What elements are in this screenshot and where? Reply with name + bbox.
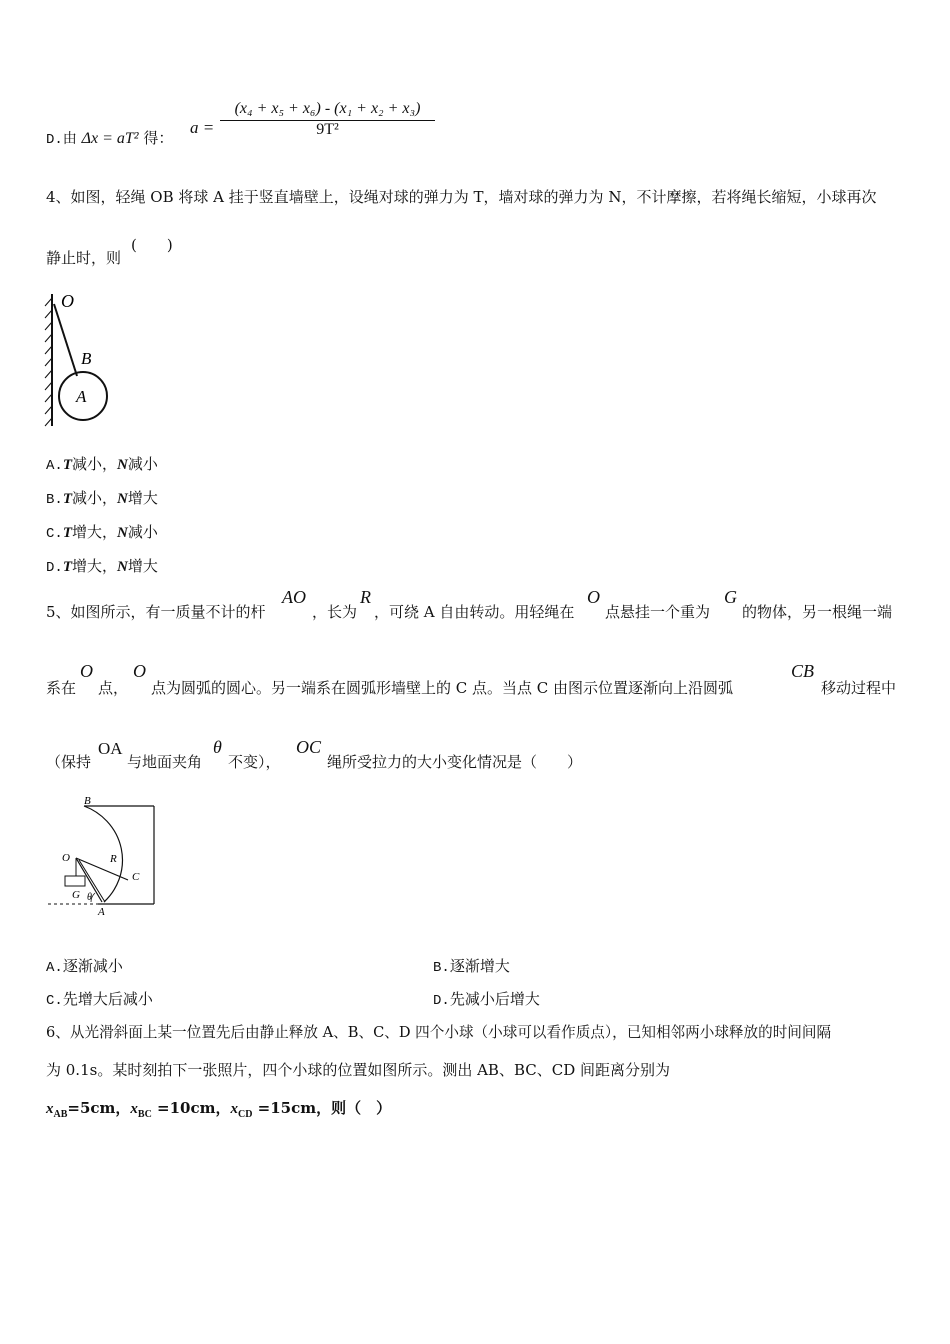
- q4-option-d-n: N: [117, 559, 128, 575]
- q4-option-d-t: T: [62, 559, 72, 575]
- q5-sym-oa: OA: [98, 739, 123, 758]
- q5-sym-g: G: [724, 587, 737, 607]
- q4-option-d-n-change: 增大: [127, 557, 158, 575]
- q5-option-a-letter: A.: [46, 960, 63, 976]
- q4-option-b-t: T: [62, 491, 72, 507]
- q5-line3-b: 与地面夹角: [127, 753, 203, 771]
- q5-weight-block: [65, 876, 85, 886]
- q4-figure: [44, 290, 116, 430]
- q5-line2-c: 点为圆弧的圆心。另一端系在圆弧形墙壁上的 C 点。当点 C 由图示位置逐渐向上沿圆弧: [151, 679, 734, 697]
- q5-label-b: B: [84, 795, 91, 807]
- q4-label-a: A: [76, 387, 87, 406]
- q4-option-c-letter: C.: [46, 526, 63, 542]
- q5-rod-ao-edge: [79, 860, 105, 902]
- q5-line1-d: 点悬挂一个重为: [605, 603, 711, 621]
- q5-line1-a: 5、如图所示，有一质量不计的杆: [46, 603, 266, 621]
- q6-sub-cd: CD: [238, 1109, 253, 1120]
- q6-value-cd: =15cm，则（ ）: [252, 1099, 392, 1117]
- q5-option-c: [46, 988, 153, 1009]
- q4-option-b-letter: B.: [46, 492, 63, 508]
- q4-paren: ( ): [131, 236, 173, 254]
- q5-option-b-text: 逐渐增大: [449, 957, 510, 975]
- q6-x-bc: x: [130, 1101, 138, 1117]
- q5-line2-a: 系在: [46, 679, 77, 697]
- q4-option-b-t-change: 减小，: [71, 489, 117, 507]
- q5-option-c-text: 先增大后减小: [62, 990, 153, 1008]
- q6-value-ab: =5cm，: [67, 1099, 131, 1117]
- q4-option-c: [46, 521, 158, 542]
- q3-denominator: 9T²: [316, 121, 339, 138]
- q5-label-r: R: [110, 853, 117, 865]
- q4-label-b: B: [81, 349, 92, 368]
- q5-sym-ao: AO: [282, 587, 306, 607]
- q3-numerator: (x₄ + x₅ + x₆) - (x₁ + x₂ + x₃): [220, 100, 435, 121]
- q4-stem-line2: 静止时，则: [46, 249, 122, 267]
- q5-line2-b: 点，: [98, 679, 129, 697]
- q6-x-cd: x: [230, 1101, 238, 1117]
- q4-stem-line1: 4、如图，轻绳 OB 将球 A 挂于竖直墙壁上，设绳对球的弹力为 T，墙对球的弹力为 N，不计摩擦，若将绳长缩短，小球再次: [46, 188, 877, 206]
- q5-rope-oc: [76, 858, 128, 880]
- q4-option-a-letter: A.: [46, 458, 63, 474]
- q5-sym-cb: CB: [791, 661, 815, 681]
- q5-label-g: G: [72, 889, 80, 901]
- q5-figure: [44, 790, 160, 920]
- q5-line2-d: 移动过程中: [821, 679, 897, 697]
- q3-formula-delta-x: Δx = aT²: [81, 130, 139, 147]
- q4-option-b: [46, 487, 158, 508]
- q5-option-b: [433, 955, 510, 976]
- q4-option-d: [46, 555, 158, 576]
- q3-option-d-prefix: D.由: [46, 132, 77, 148]
- q6-sub-ab: AB: [53, 1109, 68, 1120]
- q5-option-d-letter: D.: [433, 993, 450, 1009]
- q4-option-a-t: T: [62, 457, 72, 473]
- q5-label-c: C: [132, 871, 140, 883]
- q4-option-c-n-change: 减小: [127, 523, 158, 541]
- q6-value-bc: =10cm，: [151, 1099, 231, 1117]
- q5-line1-e: 的物体，另一根绳一端: [742, 603, 893, 621]
- q6-line3: [46, 1097, 391, 1120]
- q5-line1-c: ，可绕 A 自由转动。用轻绳在: [374, 603, 575, 621]
- q5-sym-r: R: [360, 587, 371, 607]
- q4-option-a-n-change: 减小: [127, 455, 158, 473]
- q3-de: 得：: [143, 129, 174, 147]
- q6-x-ab: x: [46, 1101, 54, 1117]
- q5-option-b-letter: B.: [433, 960, 450, 976]
- q4-option-a-t-change: 减小，: [71, 455, 117, 473]
- q5-option-d: [433, 988, 540, 1009]
- q4-option-a-n: N: [117, 457, 128, 473]
- q5-option-a: [46, 955, 123, 976]
- q6-line2: 为 0.1s。某时刻拍下一张照片，四个小球的位置如图所示。测出 AB、BC、CD 间距离分别为: [46, 1061, 670, 1079]
- q5-line3-d: 绳所受拉力的大小变化情况是（ ）: [327, 753, 583, 771]
- q5-option-a-text: 逐渐减小: [62, 957, 123, 975]
- q4-option-c-t: T: [62, 525, 72, 541]
- q5-option-c-letter: C.: [46, 993, 63, 1009]
- q5-line3-c: 不变），: [228, 753, 281, 771]
- q5-label-a: A: [98, 906, 105, 918]
- q4-option-b-n-change: 增大: [127, 489, 158, 507]
- q4-option-d-t-change: 增大，: [71, 557, 117, 575]
- q6-line1: 6、从光滑斜面上某一位置先后由静止释放 A、B、C、D 四个小球（小球可以看作质点），已知相邻两小球释放的时间间隔: [46, 1024, 832, 1041]
- q3-option-d: [46, 127, 173, 148]
- q5-sym-theta: θ: [213, 737, 222, 757]
- q5-sym-oc: OC: [296, 737, 322, 757]
- q4-option-c-n: N: [117, 525, 128, 541]
- q4-label-o: O: [61, 291, 74, 311]
- q4-option-d-letter: D.: [46, 560, 63, 576]
- q5-label-o: O: [62, 852, 70, 864]
- q4-option-b-n: N: [117, 491, 128, 507]
- q5-label-theta: θ: [87, 892, 92, 903]
- q5-line3-a: （保持: [46, 753, 92, 771]
- q5-sym-o1: O: [587, 587, 600, 607]
- q5-line1-b: ，长为: [312, 603, 358, 621]
- q4-wall-hatching: [45, 298, 52, 426]
- q4-option-a: [46, 453, 158, 474]
- q5-sym-o3: O: [133, 661, 146, 681]
- q4-rope-ob: [54, 304, 77, 376]
- q3-a-equals: a =: [190, 118, 215, 137]
- q6-sub-bc: BC: [137, 1109, 152, 1120]
- q3-fraction: [220, 100, 435, 139]
- q5-sym-o2: O: [80, 661, 93, 681]
- q5-option-d-text: 先减小后增大: [449, 990, 540, 1008]
- q4-option-c-t-change: 增大，: [71, 523, 117, 541]
